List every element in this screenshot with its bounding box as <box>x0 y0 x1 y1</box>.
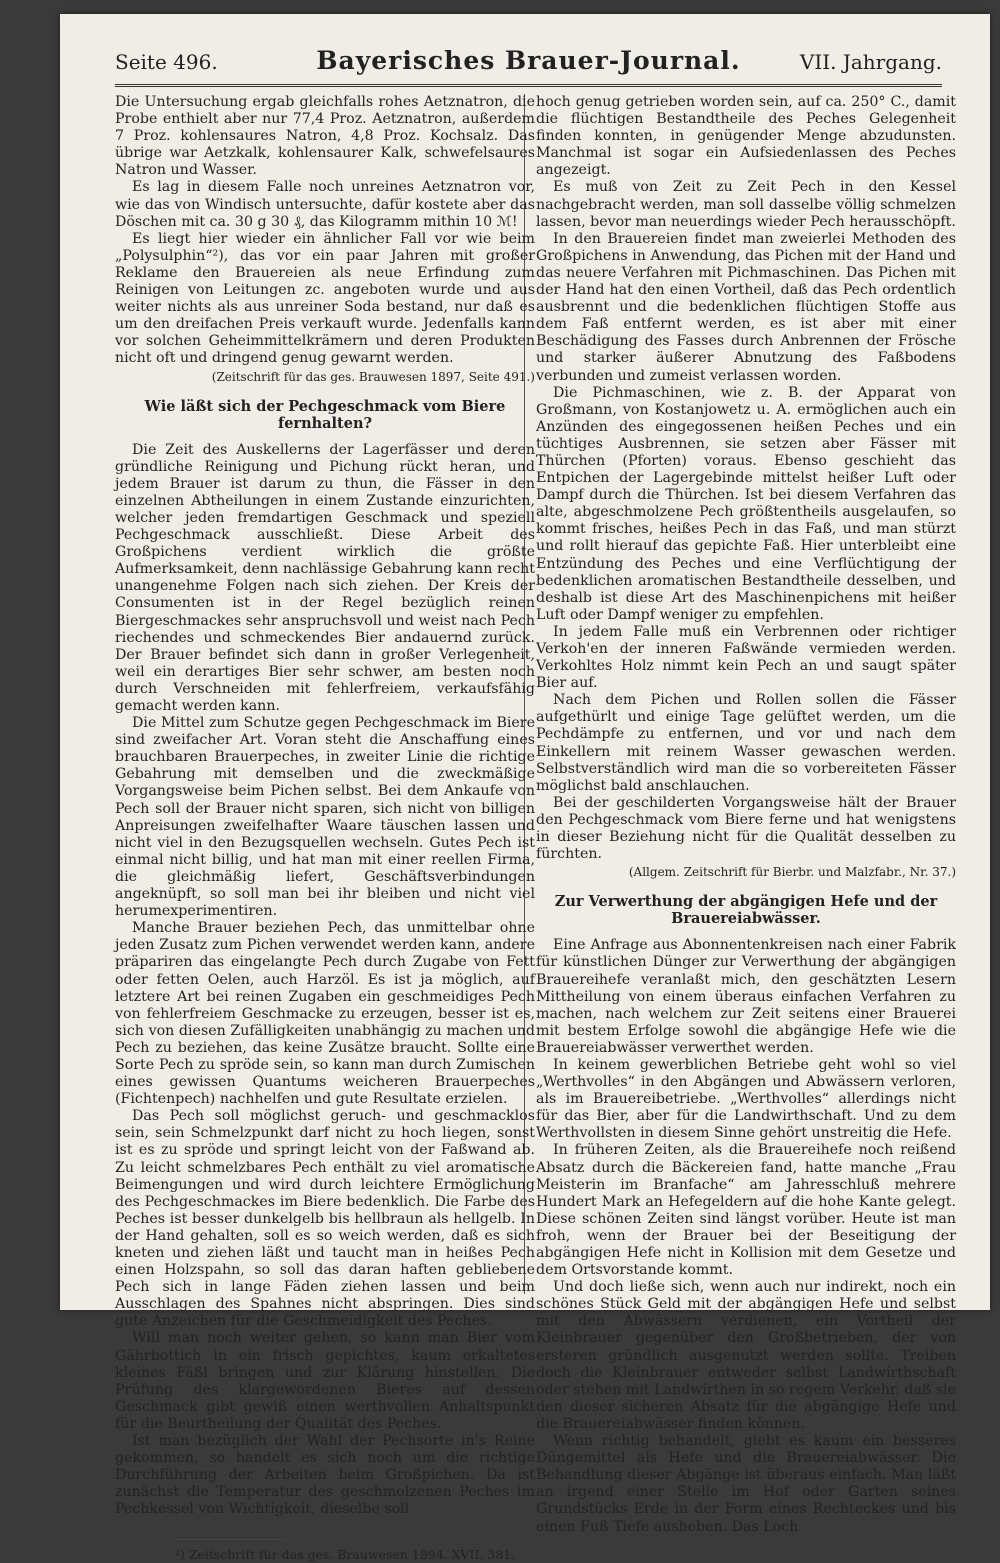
paragraph: Das Pech soll möglichst geruch- und geschmacklos sein, sein Schmelzpunkt darf nicht zu hoch liegen, sonst ist es zu spröde und springt leicht von der Faßwand ab. Zu leicht schmelzbares Pech enthält zu viel aromatische Beimengungen und wird durch leichtere Ermöglichung des Pechgeschmackes im Biere bedenklich. Die Farbe des Peches ist besser dunkelgelb bis hellbraun als hellgelb. In der Hand gehalten, soll es so weich werden, daß es sich kneten und ziehen läßt und taucht man in heißes Pech einen Holzspahn, so soll das daran haften gebliebene Pech sich in lange Fäden ziehen lassen und beim Ausschlagen des Spahnes nicht abspringen. Dies sind gute Anzeichen für die Geschmeidigkeit des Peches. <box>115 1108 535 1330</box>
source-citation: (Zeitschrift für das ges. Brauwesen 1897, Seite 491.) <box>211 369 535 384</box>
paragraph: Wenn richtig behandelt, giebt es kaum ein besseres Düngemittel als Hefe und die Brauereiabwässer. Die Behandlung dieser Abgänge ist überaus einfach. Man läßt an irgend einer Stelle im Hof oder Garten seines Grundstücks Erde in der Form eines Rechteckes und bis einen Fuß Tiefe ausheben. Das Loch <box>536 1433 956 1535</box>
paragraph: Und doch ließe sich, wenn auch nur indirekt, noch ein schönes Stück Geld mit der abgängigen Hefe und selbst mit den Abwässern verdienen, ein Vortheil der Kleinbrauer gegenüber den Großbetrieben, der von ersteren gründlich ausgenutzt werden sollte. Treiben doch die Kleinbrauer entweder selbst Landwirthschaft oder stehen mit Landwirthen in so regem Verkehr, daß sie den dieser sicheren Absatz für die abgängige Hefe und die Brauereiabwässer finden können. <box>536 1279 956 1432</box>
paragraph: Bei der geschilderten Vorgangsweise hält der Brauer den Pechgeschmack vom Biere ferne und hat wenigstens in dieser Beziehung nicht für die Qualität desselben zu fürchten. <box>536 794 956 863</box>
paragraph: In keinem gewerblichen Betriebe geht wohl so viel „Werthvolles“ in den Abgängen und Abwässern verloren, als im Brauereibetriebe. „Werthvolles“ allerdings nicht für das Bier, aber für die Landwirthschaft. Und zu dem Werthvollsten in diesem Sinne gehört unstreitig die Hefe. <box>536 1056 956 1142</box>
journal-page <box>60 14 990 1562</box>
footnote: ²) Zeitschrift für das ges. Brauwesen 1894. XVII. 381. <box>175 1546 516 1562</box>
paragraph: In jedem Falle muß ein Verbrennen oder richtiger Verkoh'en der inneren Faßwände vermieden werden. Verkohltes Holz nimmt kein Pech an und saugt später Bier auf. <box>536 623 956 692</box>
paragraph: Nach dem Pichen und Rollen sollen die Fässer aufgethürlt und einige Tage gelüftet werden, um die Pechdämpfe zu entfernen, und vor und nach dem Einkellern mit reinem Wasser gewaschen werden. Selbstverständlich wird man die so vorbereiteten Fässer möglichst bald anschlauchen. <box>536 692 956 794</box>
paragraph: In früheren Zeiten, als die Brauereihefe noch reißend Absatz durch die Bäckereien fand, hatte manche „Frau Meisterin im Branfache“ am Jahresschluß mehrere Hundert Mark an Hefegeldern auf die hohe Kante gelegt. Diese schönen Zeiten sind längst vorüber. Heute ist man froh, wenn der Brauer bei der Beseitigung der abgängigen Hefe nicht in Kollision mit dem Gesetze und dem Ortsvorstande kommt. <box>536 1142 956 1279</box>
paragraph: Es lag in diesem Falle noch unreines Aetznatron vor, wie das von Windisch untersuchte, dafür kostete aber das Döschen mit ca. 30 g 30 ₰, das Kilogramm mithin 10 ℳ! <box>115 179 535 230</box>
paragraph: Ist man bezüglich der Wahl der Pechsorte in's Reine gekommen, so handelt es sich noch um die richtige Durchführung der Arbeiten beim Großpichen. Da ist zunächst die Temperatur des geschmolzenen Peches im Pechkessel von Wichtigkeit, dieselbe soll <box>115 1433 535 1518</box>
paragraph: In den Brauereien findet man zweierlei Methoden des Großpichens in Anwendung, das Pichen mit der Hand und das neuere Verfahren mit Pichmaschinen. Das Pichen mit der Hand hat den einen Vortheil, daß das Pech ordentlich ausbrennt und die bedenklichen flüchtigen Stoffe aus dem Faß entfernt werden, es ist aber mit einer Beschädigung des Fasses durch Anbrennen der Frösche und starker äußerer Abnutzung des Faßbodens verbunden und zumeist verlassen worden. <box>536 230 956 384</box>
page-header <box>115 46 942 80</box>
paragraph: Die Zeit des Auskellerns der Lagerfässer und deren gründliche Reinigung und Pichung rückt heran, und jedem Brauer ist darum zu thun, die Fässer in den einzelnen Abtheilungen in einem Zustande einzurichten, welcher jeden fremdartigen Geschmack und speziell Pechgeschmack ausschließt. Diese Arbeit des Großpichens verdient wirklich die größte Aufmerksamkeit, denn nachlässige Gebahrung kann recht unangenehme Folgen nach sich ziehen. Der Kreis der Consumenten ist in der Regel bezüglich reinen Biergeschmackes sehr anspruchsvoll und weist nach Pech riechendes und schmeckendes Bier andauernd zurück. Der Brauer befindet sich dann in großer Verlegenheit, weil ein derartiges Bier sehr schwer, am besten noch durch Verschneiden mit fehlerfreiem, verkaufsfähig gemacht werden kann. <box>115 441 535 714</box>
article-heading: Zur Verwerthung der abgängigen Hefe und der Brauereiabwässer. <box>554 893 938 928</box>
volume-label: VII. Jahrgang. <box>799 50 942 74</box>
article-heading: Wie läßt sich der Pechgeschmack vom Biere fernhalten? <box>144 397 506 432</box>
header-rule <box>115 84 942 87</box>
left-column <box>115 94 535 1563</box>
paragraph: hoch genug getrieben worden sein, auf ca. 250° C., damit die flüchtigen Bestandtheile des Peches Gelegenheit finden konnten, in genügender Menge abzudunsten. Manchmal ist sogar ein Aufsiedenlassen des Peches angezeigt. <box>536 94 956 179</box>
footnote-rule <box>175 1539 285 1540</box>
page-number: Seite 496. <box>115 50 218 74</box>
paragraph: Die Mittel zum Schutze gegen Pechgeschmack im Biere sind zweifacher Art. Voran steht die Anschaffung eines brauchbaren Brauerpeches, in zweiter Linie die richtige Gebahrung mit demselben und die zweckmäßige Vorgangsweise beim Pichen selbst. Bei dem Ankaufe von Pech soll der Brauer nicht sparen, sich nicht von billigen Anpreisungen zweifelhafter Waare täuschen lassen und nicht viel in den Bezugsquellen wechseln. Gutes Pech ist einmal nicht billig, und hat man mit einer reellen Firma, die gleichmäßig liefert, Geschäftsverbindungen angeknüpft, so soll man bei ihr bleiben und nicht viel herumexperimentiren. <box>115 715 535 920</box>
paragraph: Will man noch weiter gehen, so kann man Bier vom Gährbottich in ein frisch gepichtes, kaum erkaltetes kleines Fäßl bringen und zur Klärung hinstellen. Die Prüfung des klargewordenen Bieres auf dessen Geschmack gibt gewiß einen werthvollen Anhaltspunkt für die Beurtheilung der Qualität des Peches. <box>115 1330 535 1432</box>
paragraph: Die Untersuchung ergab gleichfalls rohes Aetznatron, die Probe enthielt aber nur 77,4 Proz. Aetznatron, außerdem 7 Proz. kohlensaures Natron, 4,8 Proz. Kochsalz. Das übrige war Aetzkalk, kohlensaurer Kalk, schwefelsaures Natron und Wasser. <box>115 94 535 179</box>
journal-title: Bayerisches Brauer-Journal. <box>316 46 741 75</box>
paragraph: Manche Brauer beziehen Pech, das unmittelbar ohne jeden Zusatz zum Pichen verwendet werden kann, andere präpariren das eingelangte Pech durch Zugabe von Fett oder fetten Oelen, auch Harzöl. Es ist ja möglich, auf letztere Art bei reinen Zugaben ein geschmeidiges Pech von fehlerfreiem Geschmacke zu erzeugen, besser ist es, sich von diesen Zufälligkeiten unabhängig zu machen und Pech zu beziehen, das keine Zusätze braucht. Sollte eine Sorte Pech zu spröde sein, so kann man durch Zumischen eines gewissen Quantums weicheren Brauerpeches (Fichtenpech) nachhelfen und gute Resultate erzielen. <box>115 920 535 1108</box>
paragraph: Die Pichmaschinen, wie z. B. der Apparat von Großmann, von Kostanjowetz u. A. ermöglichen auch ein Anzünden des eingegossenen heißen Peches und ein tüchtiges Ausbrennen, sie setzen aber Fässer mit Thürchen (Pforten) voraus. Ebenso geschieht das Entpichen der Lagergebinde mittelst heißer Luft oder Dampf durch die Thürchen. Ist bei diesem Verfahren das alte, abgeschmolzene Pech größtentheils ausgelaufen, so kommt frisches, heißes Pech in das Faß, und man stürzt und rollt hierauf das gepichte Faß. Hier unterbleibt eine Entzündung des Peches und eine Verflüchtigung der bedenklichen aromatischen Bestandtheile desselben, und deshalb ist diese Art des Maschinenpichens mit heißer Luft oder Dampf weniger zu empfehlen. <box>536 384 956 623</box>
source-citation: (Allgem. Zeitschrift für Bierbr. und Malzfabr., Nr. 37.) <box>628 865 956 880</box>
paragraph: Eine Anfrage aus Abonnentenkreisen nach einer Fabrik für künstlichen Dünger zur Verwerthung der abgängigen Brauereihefe veranlaßt mich, den geschätzten Lesern Mittheilung von einem überaus einfachen Verfahren zu machen, nach welchem zur Zeit seitens einer Brauerei mit bestem Erfolge sowohl die abgängige Hefe wie die Brauereiabwässer verwerthet werden. <box>536 937 956 1056</box>
paragraph: Es muß von Zeit zu Zeit Pech in den Kessel nachgebracht werden, man soll dasselbe völlig schmelzen lassen, bevor man neuerdings wieder Pech herausschöpft. <box>536 179 956 230</box>
paragraph: Es liegt hier wieder ein ähnlicher Fall vor wie beim „Polysulphin“²), das vor ein paar Jahren mit großer Reklame den Brauereien als neue Erfindung zum Reinigen von Leitungen zc. angeboten wurde und aus weiter nichts als aus unreiner Soda bestand, nur daß es um den dreifachen Preis verkauft wurde. Jedenfalls kann vor solchen Geheimmittelkrämern und deren Produkten nicht oft und dringend genug gewarnt werden. <box>115 230 535 367</box>
right-column <box>536 94 956 1536</box>
